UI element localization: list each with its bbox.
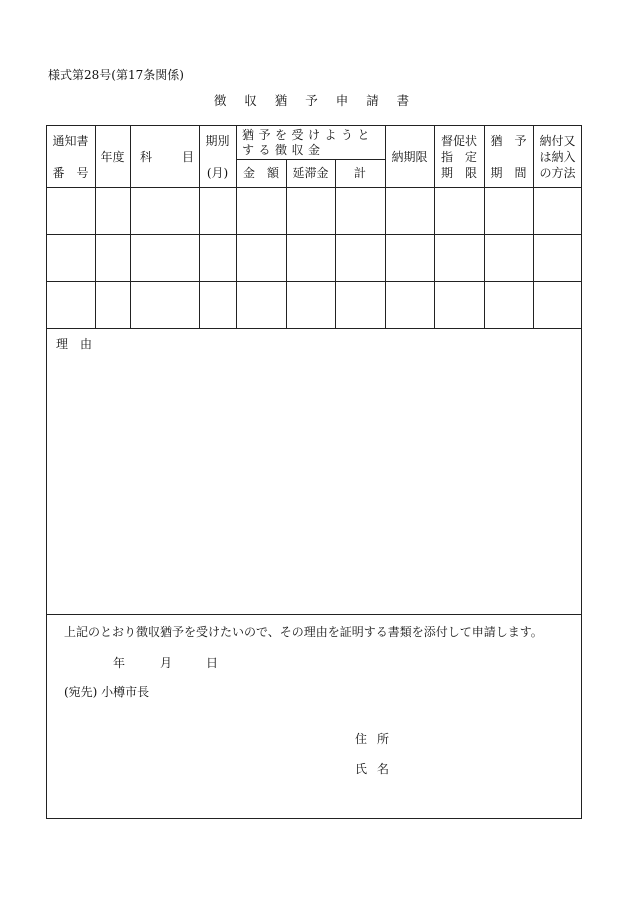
name-label: 氏名 [355,762,400,776]
reason-field[interactable] [46,355,582,613]
header-due-date: 納期限 [391,150,428,164]
address-label: 住所 [355,732,400,746]
header-deferral-line1: 猶予を受けようと [242,128,375,142]
header-grace-line1: 猶 予 [490,134,527,148]
header-amount: 金 額 [242,166,279,180]
table-row[interactable] [46,188,582,234]
header-notice-number-line2: 番 号 [52,166,89,180]
header-demand-line3: 期 限 [440,166,477,180]
header-item-1: 科 [140,150,153,164]
header-demand-line1: 督促状 [440,134,477,148]
header-payment-line2: は納入 [539,150,576,164]
form-number: 様式第28号(第17条関係) [48,68,184,82]
header-notice-number-line1: 通知書 [52,134,89,148]
header-period-line2: (月) [206,166,229,180]
header-payment-line1: 納付又 [539,134,576,148]
date-month-label: 月 [160,656,173,670]
header-total: 計 [353,166,366,180]
date-day-label: 日 [206,656,219,670]
document-title: 徴 収 猶 予 申 請 書 [213,93,417,108]
declaration-text: 上記のとおり徴収猶予を受けたいので、その理由を証明する書類を添付して申請します。 [64,625,543,639]
addressee: (宛先) 小樽市長 [64,685,150,699]
header-grace-line2: 期 間 [490,166,527,180]
header-item-2: 目 [182,150,195,164]
header-payment-line3: の方法 [539,166,576,180]
header-fiscal-year: 年度 [100,150,125,164]
header-deferral-line2: する徴収金 [242,143,325,157]
header-demand-line2: 指 定 [440,150,477,164]
table-row[interactable] [46,235,582,281]
application-form [46,125,582,819]
table-row[interactable] [46,282,582,328]
reason-label: 理由 [56,337,105,351]
header-period-line1: 期別 [205,134,230,148]
header-late-fee: 延滞金 [292,166,329,180]
date-year-label: 年 [113,656,126,670]
